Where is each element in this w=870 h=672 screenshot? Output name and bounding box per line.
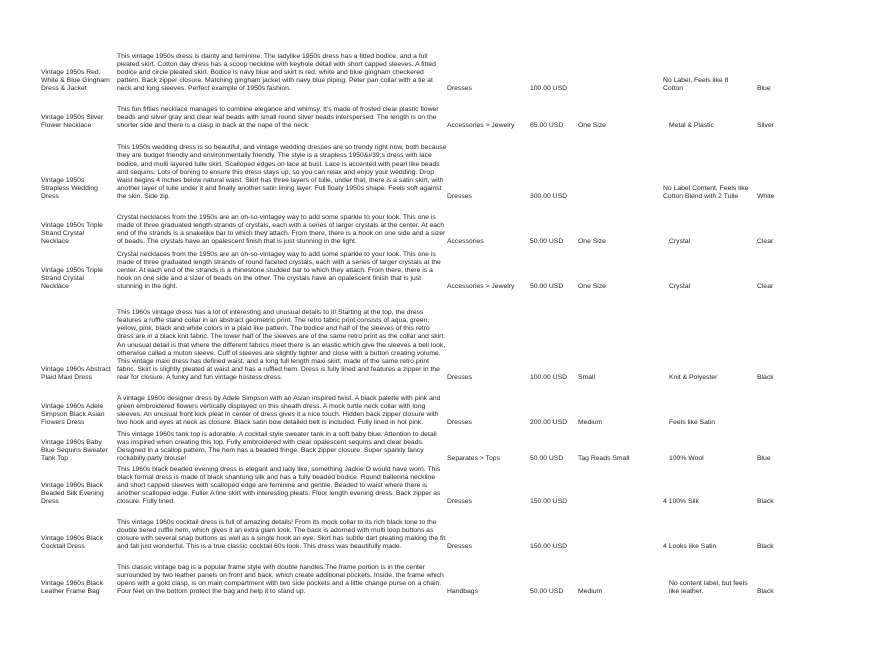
item-description: This 1960s black beaded evening dress is elegant and lady like, something Jackie O would have worn. This black formal dress is made of black shantung silk and has a fully beaded bodice. Round ballerina neckline and short capped sleeves with scalloped edge are feminine and gentile. Beaded to waist where there is another scalloped edge. Fuller A line skirt with interesting pleats. Floor length evening dress. Back zipper as closure. Fully lined. <box>117 465 441 505</box>
item-price: 50.00 USD <box>530 282 564 290</box>
table-row <box>0 505 870 551</box>
table-row <box>0 101 870 130</box>
item-material: 100% Wool <box>669 454 704 462</box>
item-color: Black <box>757 542 774 550</box>
item-color: Blue <box>757 454 771 462</box>
item-material: 4 100% Silk <box>663 497 699 505</box>
item-price: 150.00 USD <box>530 497 568 505</box>
item-category: Dresses <box>447 542 472 550</box>
item-description: A vintage 1960s designer dress by Adele Simpson with an Asian inspired twist. A black palette with pink and green embroidered flowers vertically displayed on this sheath dress. A mock turtle neck collar with long sleeves. An unusual front kick pleat in center of dress gives it a nice touch. Hidden back zipper closure with two hook and eyes at neck as closure. Black satin bow detailed belt is included. Fully lined in hot pink. <box>117 394 441 426</box>
table-row <box>0 136 870 201</box>
item-title: Vintage 1950s Silver Flower Necklace <box>41 113 104 129</box>
item-category: Separates > Tops <box>447 454 500 462</box>
item-description: This classic vintage bag is a popular frame style with double handles.The frame portion is in the center surrounded by two leather panels on front and back, which create additional pockets. Inside, the frame which opens with a gold clasp, is on main compartment with two side pockets and a little change purse on a chain. Four feet on the bottom protect the bag and help it to stand up. <box>117 563 444 595</box>
item-title: Vintage 1950s Triple Strand Crystal Necklace <box>41 221 103 245</box>
item-title: Vintage 1960s Adele Simpson Black Asian Flowers Dress <box>41 402 105 426</box>
item-color: Clear <box>757 282 774 290</box>
item-price: 150.00 USD <box>530 542 568 550</box>
item-material: No content label, but feels like leather. <box>669 579 748 595</box>
item-category: Accessories <box>447 237 484 245</box>
item-price: 65.00 USD <box>530 121 564 129</box>
item-color: Black <box>757 497 774 505</box>
item-title: Vintage 1960s Black Beaded Silk Evening Dress <box>41 481 104 505</box>
item-size: One Size <box>578 282 606 290</box>
item-material: No Label, Feels like 8 Cotton <box>663 76 729 92</box>
item-category: Handbags <box>447 587 478 595</box>
item-title: Vintage 1960s Abstract Plaid Maxi Dress <box>41 365 111 381</box>
item-material: Feels like Satin <box>669 418 716 426</box>
item-description: This vintage 1950s dress is dainty and feminine. The ladylike 1950s dress has a fitted bodice, and a full pleated skirt. Cotton day dress has a scoop neckline with keyhole detail with short capped sleeves. A fitted bodice and circle pleated skirt. Bodice is navy blue and skirt is red, white and blue gingham checkered pattern. Back zipper closure. Matching gingham jacket with navy blue piping. Peter pan collar with a tie at neck and long sleeves. Perfect example of 1950s fashion. <box>117 52 436 92</box>
item-category: Accessories > Jewelry <box>447 282 515 290</box>
item-color: Silver <box>757 121 774 129</box>
item-size: Medium <box>578 418 603 426</box>
item-price: 200.00 USD <box>530 418 568 426</box>
item-description: This 1950s wedding dress is so beautiful, and vintage wedding dresses are so trendy right now, both because they are budget friendly and environmentally friendly. The style is a strapless 1950&#39;s dress with lace bodice, and multi layered tulle skirt. Scalloped edges on lace at bust. Lace is accented with pearl like beads and sequins. Lots of boning to ensure this dress stays up, so you can relax and enjoy your wedding. Drop waist begins 4 inches below natural waist. Skirt has three layers of tulle, under that, there is a satin skirt, with another layer of tulle under it and finally another satin lining layer. Full floaty 1950s shape. Feels soft against the skin. Side zip. <box>117 144 447 200</box>
item-size: One Size <box>578 121 606 129</box>
item-title: Vintage 1950s Triple Strand Crystal Necklace <box>41 266 103 290</box>
table-row <box>0 299 870 382</box>
item-material: Metal & Plastic <box>669 121 714 129</box>
table-row <box>0 381 870 427</box>
item-price: 100.00 USD <box>530 84 568 92</box>
item-title: Vintage 1950s Strapless Wedding Dress <box>41 176 98 200</box>
table-row <box>0 426 870 463</box>
item-category: Dresses <box>447 418 472 426</box>
item-category: Dresses <box>447 84 472 92</box>
table-row <box>0 47 870 93</box>
table-row <box>0 460 870 506</box>
item-title: Vintage 1960s Black Cocktail Dress <box>41 534 103 550</box>
item-size: Medium <box>578 587 603 595</box>
item-material: 4 Looks like Satin <box>663 542 717 550</box>
item-color: Blue <box>757 84 771 92</box>
item-color: Clear <box>757 237 774 245</box>
item-price: 100.00 USD <box>530 373 568 381</box>
item-category: Accessories > Jewelry <box>447 121 515 129</box>
item-size: One Size <box>578 237 606 245</box>
item-material: Knit & Polyester <box>669 373 718 381</box>
item-description: This 1960s vintage dress has a lot of interesting and unusual details to it! Starting at the top, the dress features a ruffle stand collar in an abstract geometric print. The retro fabric print consists of aqua, green, yellow, pink, black and white colors in a plaid like pattern. The bodice and half of the sleeves of this retro dress are in a black knit fabric. The lower half of the sleeves are of the same retro print as the collar and skirt. An unusual detail is that where the different fabrics meet there is an elastic which give the sleeves a bell look, otherwise called a muton sleeve. Cuff of sleeves are slightly tighter and close with a button creating volume. This vintage maxi dress has defined waist, and a long full length maxi skirt, made of the same retro print fabric. Skirt is slightly pleated at waist and has a ruffled hem. Dress is fully lined and features a zipper in the rear for closure. A funky and fun vintage hostess dress. <box>117 309 446 381</box>
item-description: Crystal necklaces from the 1950s are an oh-so-vintagey way to add some sparkle to your look. This one is made of three graduated length strands of crystals, each with a series of larger crystals at the center. At each end of the strands is a snakelike bar to which they attach. From there, there is a hook on one side and a sizer of beads. The crystals have an opalescent finish that is just stunning in the light. <box>117 213 446 245</box>
item-title: Vintage 1960s Black Leather Frame Bag <box>41 579 103 595</box>
item-price: 50.00 USD <box>530 587 564 595</box>
item-material: Crystal <box>669 282 691 290</box>
table-row <box>0 250 870 291</box>
item-description: This vintage 1960s tank top is adorable. A cocktail style sweater tank in a soft baby blue. Attention to detail was inspired when creating this top. Fully embroidered with clear opalescent sequins and clear beads. Designed in a scallop pattern. The hem has a beaded fringe. Back zipper closure. Super sparkly fancy rockabilly party blouse! <box>117 430 437 462</box>
item-price: 50.00 USD <box>530 237 564 245</box>
item-price: 50.00 USD <box>530 454 564 462</box>
item-material: Crystal <box>669 237 691 245</box>
item-category: Dresses <box>447 373 472 381</box>
item-description: This vintage 1960s cocktail dress is full of amazing details! From its mock collar to its rich black tone to the double tiered ruffle hem, which gives it an extra glam look. The back is adorned with multi loop buttons as closure with several snap buttons as well as a single hook an eye. Skirt has subtle dart pleating making the fit and fall just wonderful. This is a true classic cocktail 60s look. This dress was beautifully made. <box>117 518 446 550</box>
item-category: Dresses <box>447 192 472 200</box>
item-material: No Label Content, Feels like Cotton Blend with 2 Tulle <box>663 184 749 200</box>
item-price: 300.00 USD <box>530 192 568 200</box>
item-color: Black <box>757 373 774 381</box>
item-title: Vintage 1960s Baby Blue Sequins Sweater Tank Top <box>41 438 108 462</box>
item-color: Black <box>757 587 774 595</box>
item-size: Small <box>578 373 595 381</box>
table-row <box>0 558 870 596</box>
item-category: Dresses <box>447 497 472 505</box>
item-description: This fun fifties necklace manages to combine elegance and whimsy. It's made of frosted clear plastic flower beads and silver gray and clear leaf beads with small round silver beads interspersed. The length is on the shorter side and there is a clasp in back at the nape of the neck. <box>117 105 439 129</box>
table-row <box>0 208 870 246</box>
item-size: Tag Reads Small <box>578 454 630 462</box>
item-title: Vintage 1950s Red, White & Blue Gingham Dress & Jacket <box>41 68 110 92</box>
item-color: White <box>757 192 775 200</box>
item-description: Crystal necklaces from the 1950s are an oh-so-vintagey way to add some sparkle to your look. This one is made of three graduated length strands of round faceted crystals, each with a series of larger crystals at the center. At each end of the strands is a rhinestone studded bar to which they attach. From there, there is a hook on one side and a sizer of beads on the other. The crystals have an opalescent finish that is just stunning in the light. <box>117 250 441 290</box>
